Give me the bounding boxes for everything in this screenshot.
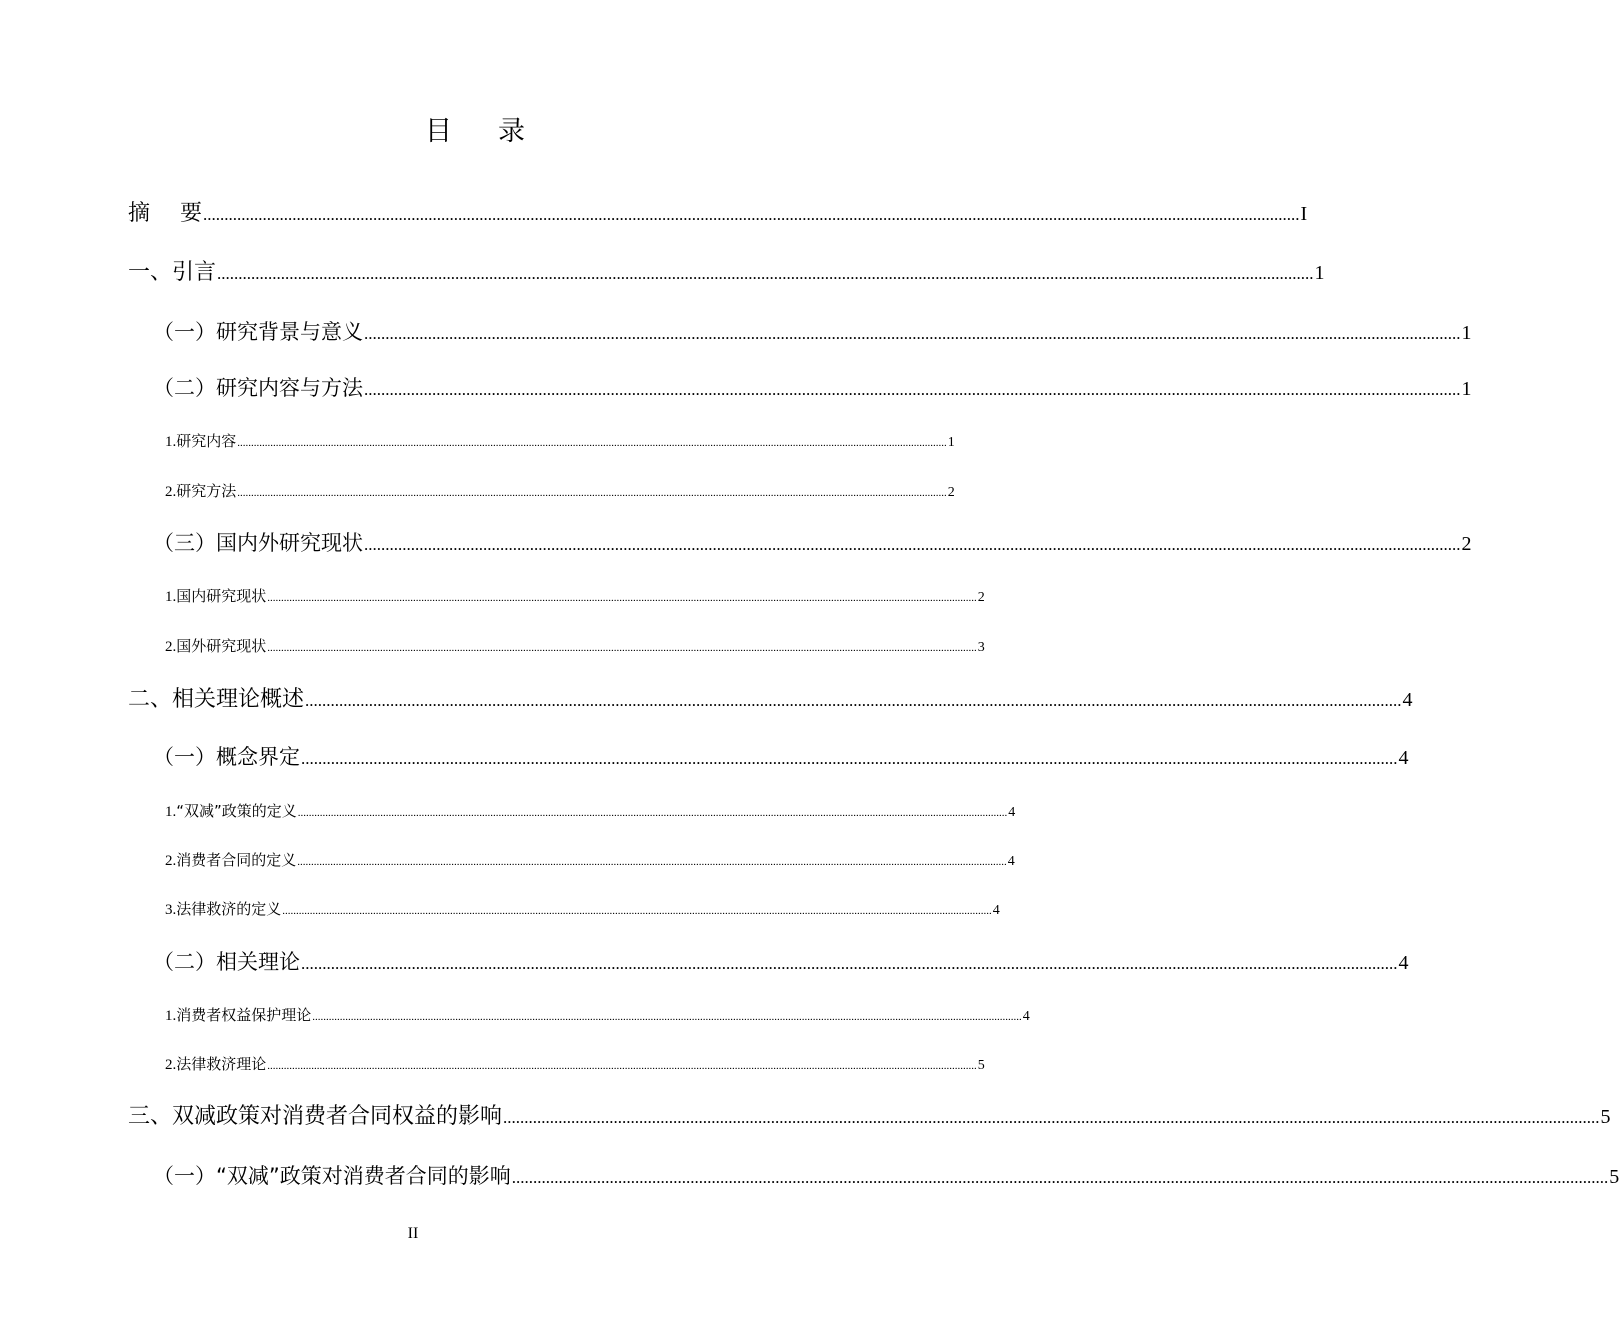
toc-entry-research-content[interactable] xyxy=(165,430,955,452)
toc-entry-label: （二）研究内容与方法 xyxy=(153,376,363,400)
title-char-1: 目 xyxy=(425,116,452,147)
toc-entry-label: 1.“双减”政策的定义 xyxy=(165,802,297,820)
toc-page-number: 1 xyxy=(1461,322,1472,344)
toc-entry-background[interactable] xyxy=(153,316,1472,348)
toc-entry-contract-definition[interactable] xyxy=(165,849,1015,871)
toc-entry-abstract[interactable] xyxy=(128,197,1308,231)
toc-leader-dots: .................................................................................................................................................................................................................................................................. xyxy=(217,264,1314,283)
toc-page-number: 4 xyxy=(1007,854,1015,869)
toc-leader-dots: .................................................................................................................................................................................................................................................................. xyxy=(301,954,1398,973)
toc-entry-label: 摘 要 xyxy=(128,201,203,226)
toc-entry-content-method[interactable] xyxy=(153,372,1472,404)
toc-entry-policy-impact[interactable] xyxy=(128,1100,1611,1134)
toc-leader-dots: .................................................................................................................................................................................................................................................................. xyxy=(297,807,1008,819)
toc-page-number: 4 xyxy=(1402,689,1413,711)
toc-entry-label: 三、双减政策对消费者合同权益的影响 xyxy=(128,1104,503,1129)
toc-leader-dots: .................................................................................................................................................................................................................................................................. xyxy=(301,749,1398,768)
toc-page-number: 2 xyxy=(947,485,955,500)
toc-leader-dots: .................................................................................................................................................................................................................................................................. xyxy=(237,487,947,499)
toc-leader-dots: .................................................................................................................................................................................................................................................................. xyxy=(203,205,1300,224)
toc-leader-dots: .................................................................................................................................................................................................................................................................. xyxy=(503,1108,1600,1127)
toc-leader-dots: .................................................................................................................................................................................................................................................................. xyxy=(237,437,947,449)
toc-page-number: 5 xyxy=(977,1058,985,1073)
toc-page-number: 3 xyxy=(977,640,985,655)
toc-entry-label: 2.国外研究现状 xyxy=(165,637,267,655)
toc-page-number: 1 xyxy=(947,435,955,450)
toc-page-number: 2 xyxy=(977,590,985,605)
toc-page-number: 4 xyxy=(1022,1009,1030,1024)
toc-entry-label: 2.消费者合同的定义 xyxy=(165,851,297,869)
toc-page-number: 1 xyxy=(1461,378,1472,400)
toc-page-number: 4 xyxy=(1008,805,1016,820)
toc-entry-policy-contract-impact[interactable] xyxy=(153,1160,1619,1192)
toc-entry-label: 3.法律救济的定义 xyxy=(165,900,282,918)
toc-leader-dots: .................................................................................................................................................................................................................................................................. xyxy=(364,380,1461,399)
toc-page-number: 2 xyxy=(1461,533,1472,555)
toc-entry-research-method[interactable] xyxy=(165,480,955,502)
toc-leader-dots: .................................................................................................................................................................................................................................................................. xyxy=(364,535,1461,554)
page-title xyxy=(0,112,950,152)
toc-leader-dots: .................................................................................................................................................................................................................................................................. xyxy=(267,592,977,604)
toc-page-number: 5 xyxy=(1600,1106,1611,1128)
toc-entry-label: （一）概念界定 xyxy=(153,745,300,769)
toc-page-number: 4 xyxy=(1398,952,1409,974)
toc-entry-concepts[interactable] xyxy=(153,741,1409,773)
toc-leader-dots: .................................................................................................................................................................................................................................................................. xyxy=(267,1060,977,1072)
toc-entry-introduction[interactable] xyxy=(128,256,1325,290)
toc-entry-domestic-status[interactable] xyxy=(165,585,985,607)
footer-page-number: II xyxy=(407,1225,419,1242)
toc-leader-dots: .................................................................................................................................................................................................................................................................. xyxy=(364,324,1461,343)
toc-entry-related-theory[interactable] xyxy=(153,946,1409,978)
toc-entry-label: 2.研究方法 xyxy=(165,482,237,500)
toc-entry-label: 1.研究内容 xyxy=(165,432,237,450)
toc-entry-label: 1.国内研究现状 xyxy=(165,587,267,605)
toc-leader-dots: .................................................................................................................................................................................................................................................................. xyxy=(282,905,992,917)
toc-entry-remedy-definition[interactable] xyxy=(165,898,1000,920)
toc-leader-dots: .................................................................................................................................................................................................................................................................. xyxy=(305,691,1402,710)
toc-entry-policy-definition[interactable] xyxy=(165,800,1016,822)
toc-entry-foreign-status[interactable] xyxy=(165,635,985,657)
toc-entry-label: 二、相关理论概述 xyxy=(128,687,305,712)
toc-entry-label: 1.消费者权益保护理论 xyxy=(165,1006,312,1024)
toc-entry-label: 一、引言 xyxy=(128,260,217,285)
toc-entry-theory-overview[interactable] xyxy=(128,683,1413,717)
toc-entry-consumer-protection-theory[interactable] xyxy=(165,1004,1030,1026)
toc-page-number: 4 xyxy=(992,903,1000,918)
toc-page-number: 5 xyxy=(1609,1166,1619,1188)
title-char-2: 录 xyxy=(498,116,525,147)
toc-entry-label: （二）相关理论 xyxy=(153,950,300,974)
toc-entry-label: （一）“双减”政策对消费者合同的影响 xyxy=(153,1164,511,1188)
toc-entry-label: （一）研究背景与意义 xyxy=(153,320,363,344)
toc-page-number: 1 xyxy=(1314,262,1325,284)
toc-page-number: 4 xyxy=(1398,747,1409,769)
toc-entry-remedy-theory[interactable] xyxy=(165,1053,985,1075)
toc-entry-research-status[interactable] xyxy=(153,527,1472,559)
toc-leader-dots: .................................................................................................................................................................................................................................................................. xyxy=(312,1011,1022,1023)
toc-leader-dots: .................................................................................................................................................................................................................................................................. xyxy=(511,1168,1609,1187)
toc-leader-dots: .................................................................................................................................................................................................................................................................. xyxy=(297,856,1007,868)
toc-entry-label: （三）国内外研究现状 xyxy=(153,531,363,555)
toc-entry-label: 2.法律救济理论 xyxy=(165,1055,267,1073)
toc-page-number: I xyxy=(1300,203,1308,225)
toc-leader-dots: .................................................................................................................................................................................................................................................................. xyxy=(267,642,977,654)
